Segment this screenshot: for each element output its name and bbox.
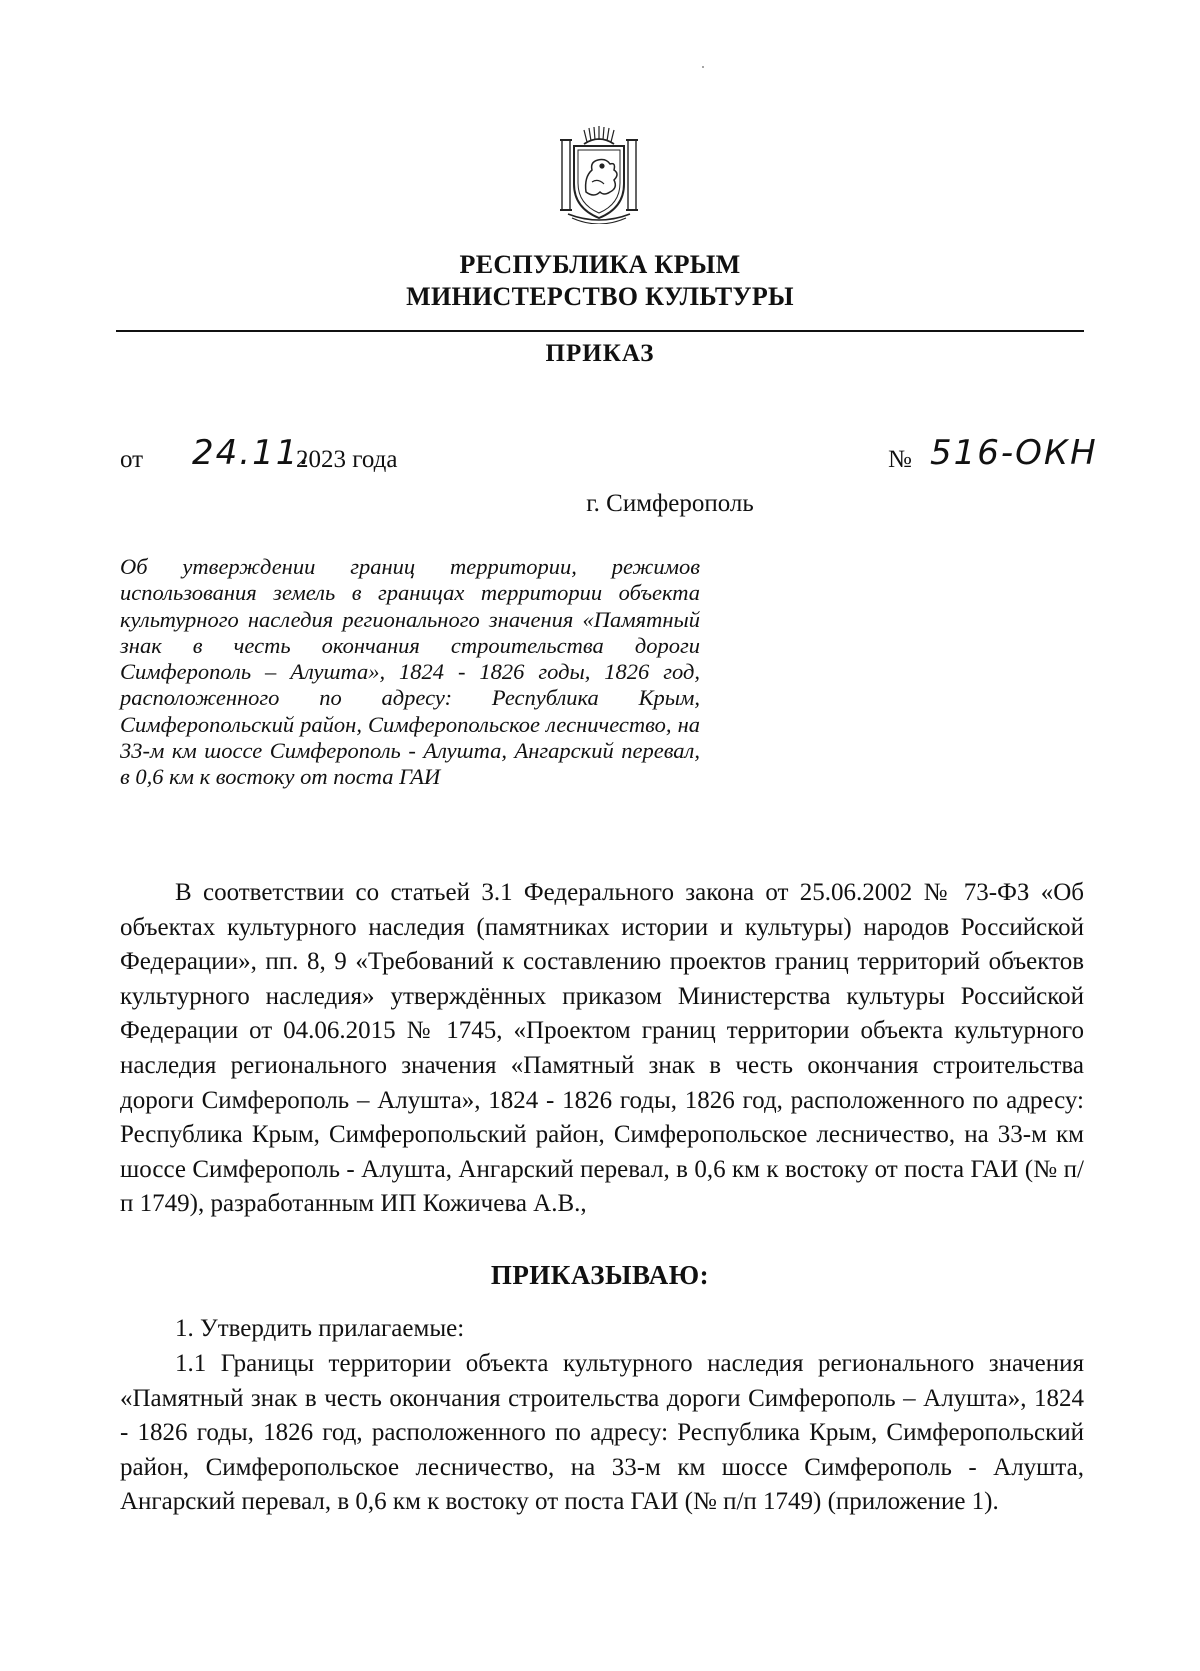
- doc-type-title: ПРИКАЗ: [545, 340, 655, 367]
- ordering-word: ПРИКАЗЫВАЮ:: [490, 1260, 710, 1290]
- handwritten-number: 516-ОКН: [930, 433, 1098, 473]
- item-1-1: 1.1 Границы территории объекта культурного наследия регионального значения «Памятный знак в честь окончания строительства дороги Симферополь – Алушта», 1824 - 1826 годы, 1826 год, расположенного по адресу: Республика Крым, Симферопольский район, Симферопольское лесничество, на 33-м км шоссе Симферополь - Алушта, Ангарский перевал, в 0,6 км к востоку от поста ГАИ (№ п/п 1749) (приложение 1).: [120, 1350, 1084, 1516]
- scan-speck: [702, 66, 704, 68]
- date-year: 2023 года: [296, 446, 398, 473]
- date-prefix: от: [120, 446, 144, 473]
- item-1: 1. Утвердить прилагаемые:: [175, 1315, 465, 1342]
- header-ministry: МИНИСТЕРСТВО КУЛЬТУРЫ: [406, 282, 794, 311]
- city-line: г. Симферополь: [586, 490, 754, 517]
- header-divider: [116, 330, 1084, 332]
- handwritten-date: 24.11.: [192, 433, 313, 473]
- crimea-coat-of-arms-icon: [554, 122, 644, 224]
- header-republic: РЕСПУБЛИКА КРЫМ: [459, 250, 741, 279]
- preamble-paragraph: В соответствии со статьей 3.1 Федерального закона от 25.06.2002 № 73-ФЗ «Об объектах культурного наследия (памятниках истории и культуры) народов Российской Федерации», пп. 8, 9 «Требований к составлению проектов границ территорий объектов культурного наследия» утверждённых приказом Министерства культуры Российской Федерации от 04.06.2015 № 1745, «Проектом границ территории объекта культурного наследия регионального значения «Памятный знак в честь окончания строительства дороги Симферополь – Алушта», 1824 - 1826 годы, 1826 год, расположенного по адресу: Республика Крым, Симферопольский район, Симферопольское лесничество, на 33-м км шоссе Симферополь - Алушта, Ангарский перевал, в 0,6 км к востоку от поста ГАИ (№ п/п 1749), разработанным ИП Кожичева А.В.,: [120, 879, 1084, 1218]
- order-subject: Об утверждении границ территории, режимов использования земель в границах территории объекта культурного наследия регионального значения «Памятный знак в честь окончания строительства дороги Симферополь – Алушта», 1824 - 1826 годы, 1826 год, расположенного по адресу: Республика Крым, Симферопольский район, Симферопольское лесничество, на 33-м км шоссе Симферополь - Алушта, Ангарский перевал, в 0,6 км к востоку от поста ГАИ: [120, 554, 700, 790]
- number-prefix: №: [888, 446, 912, 473]
